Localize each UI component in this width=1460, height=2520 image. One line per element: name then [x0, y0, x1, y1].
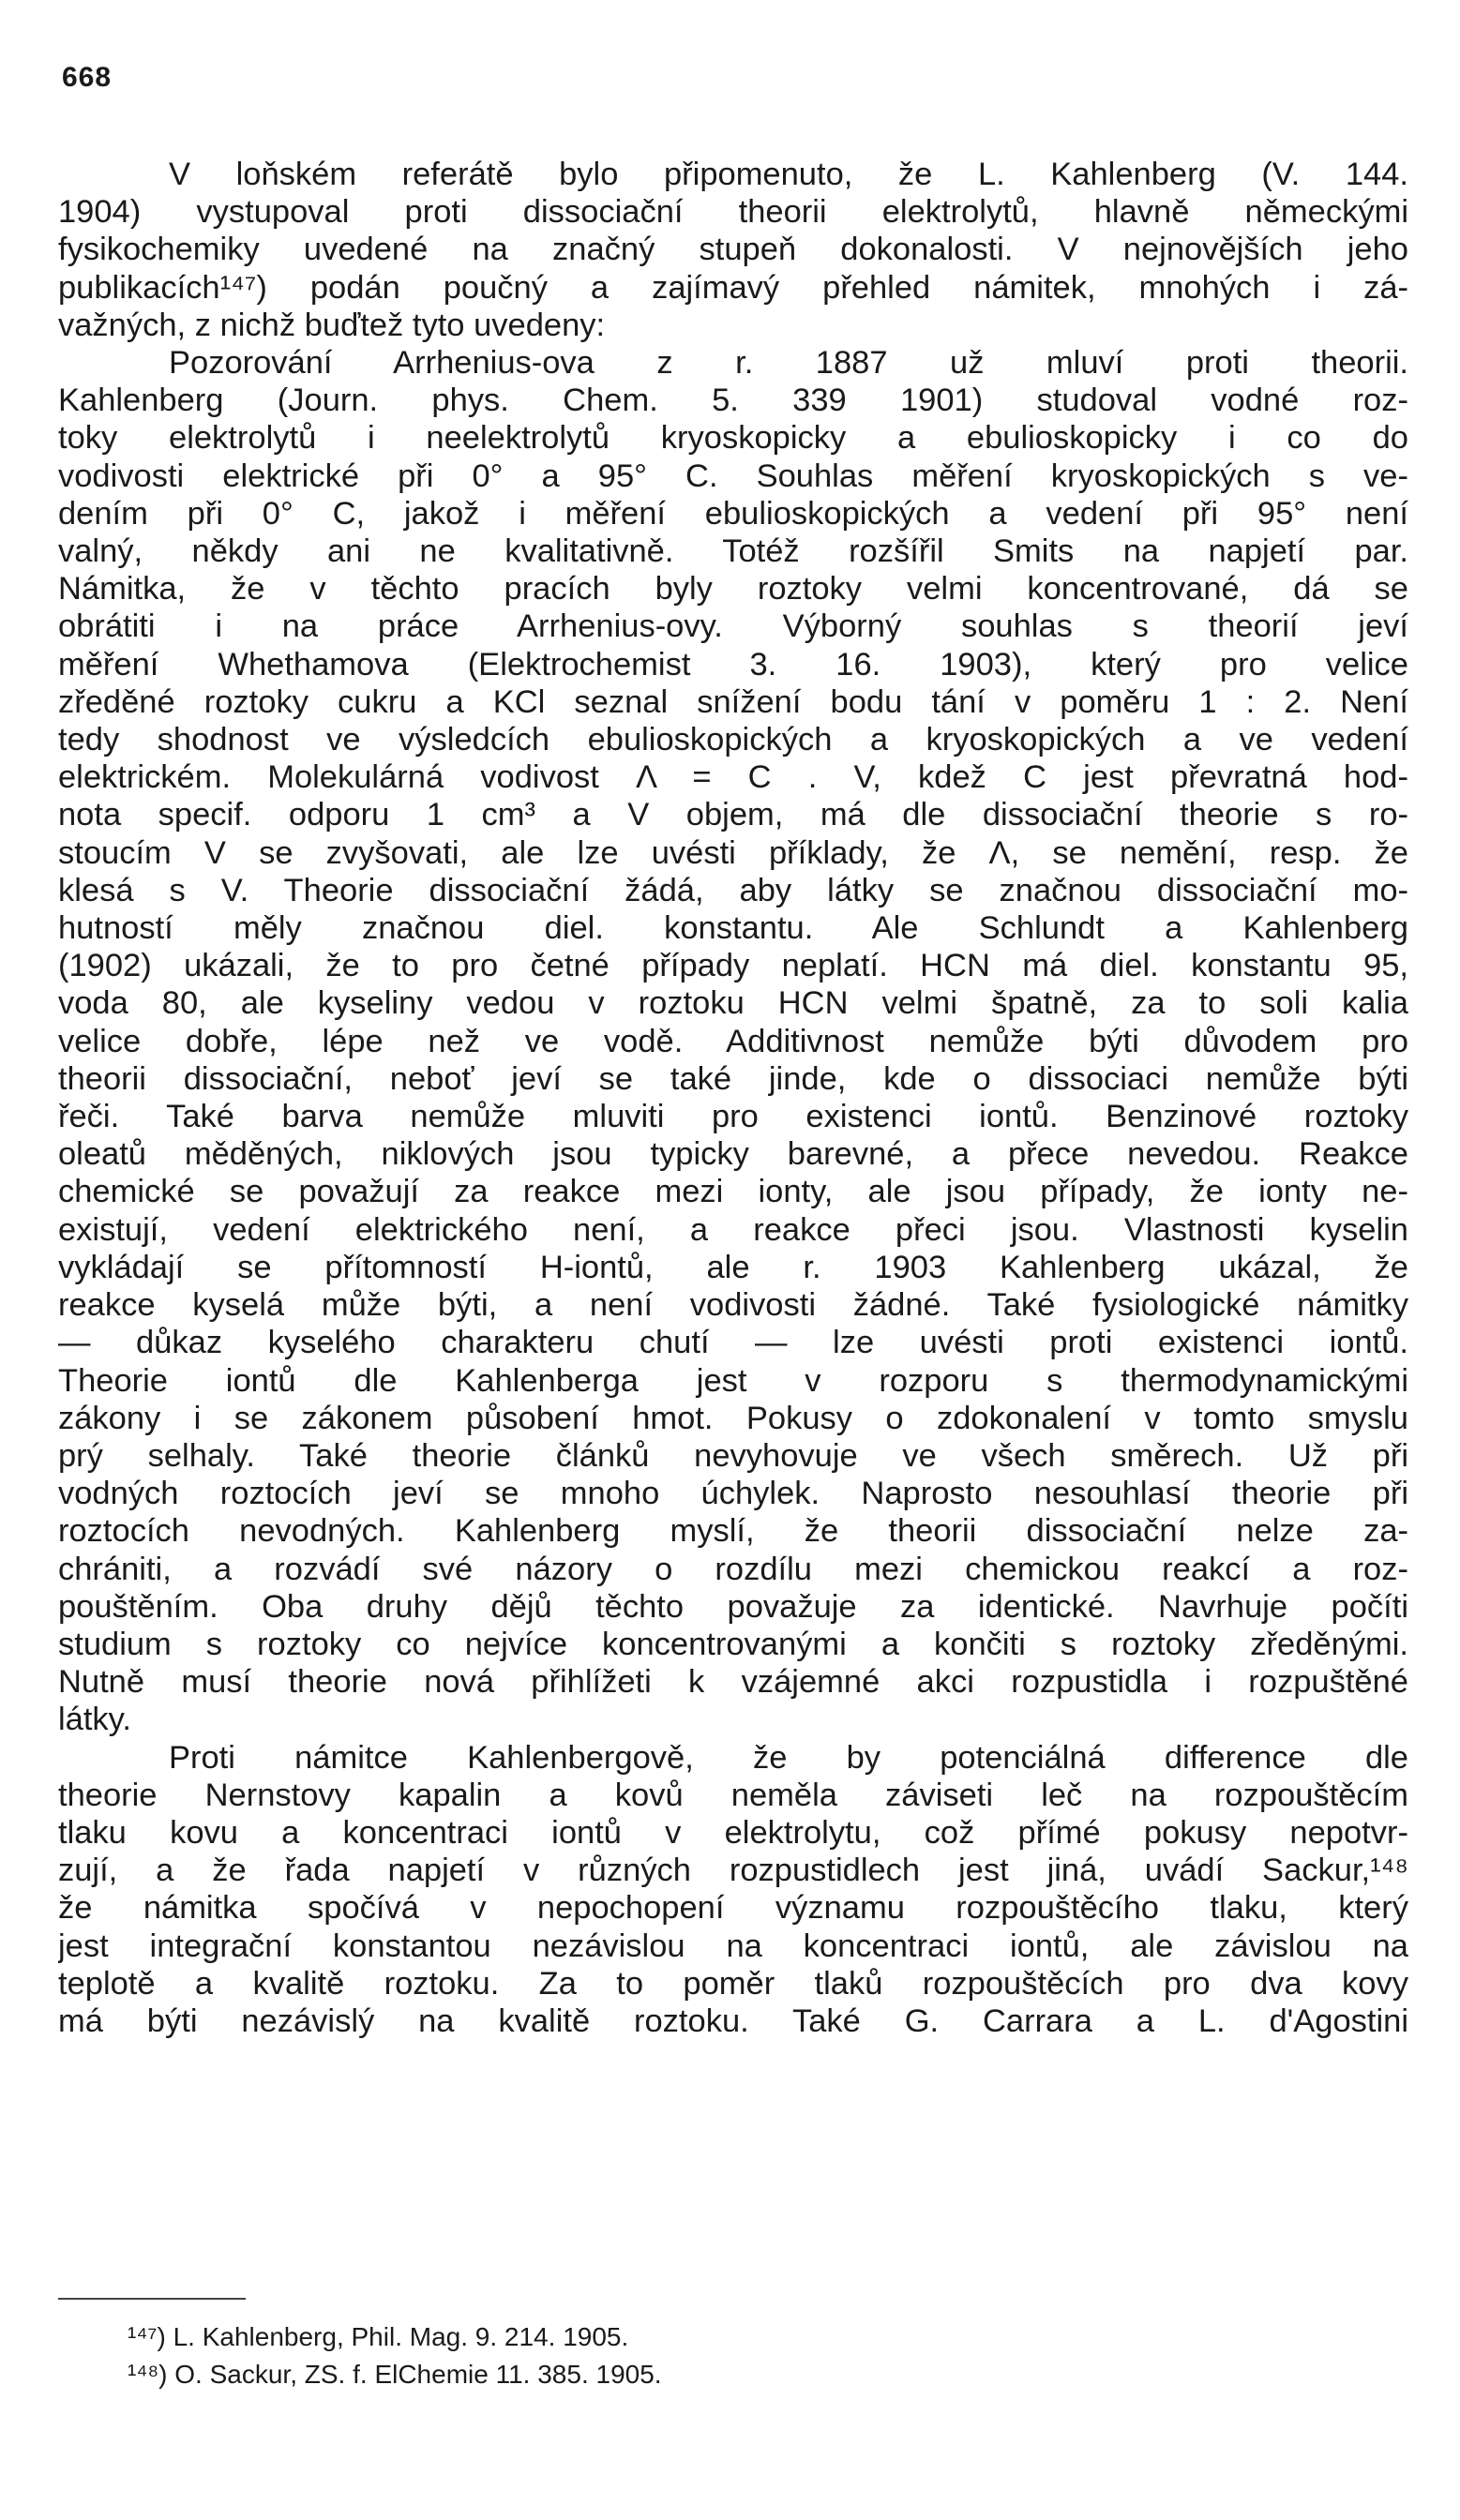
- text-line: theorie Nernstovy kapalin a kovů neměla záviseti leč na rozpouštěcím: [58, 1777, 1408, 1813]
- text-line: valný, někdy ani ne kvalitativně. Totéž rozšířil Smits na napjetí par.: [58, 533, 1408, 570]
- text-line: fysikochemiky uvedené na značný stupeň dokonalosti. V nejnovějších jeho: [58, 232, 1408, 268]
- text-line: tlaku kovu a koncentraci iontů v elektrolytu, což přímé pokusy nepotvr-: [58, 1814, 1408, 1851]
- text-line: (1902) ukázali, že to pro četné případy neplatí. HCN má diel. konstantu 95,: [58, 948, 1408, 984]
- text-line: reakce kyselá může býti, a není vodivosti žádné. Také fysiologické námitky: [58, 1287, 1408, 1324]
- text-line: vodných roztocích jeví se mnoho úchylek. Naprosto nesouhlasí theorie při: [58, 1476, 1408, 1512]
- text-line: Námitka, že v těchto pracích byly roztoky velmi koncentrované, dá se: [58, 571, 1408, 608]
- text-line: chemické se považují za reakce mezi ionty, ale jsou případy, že ionty ne-: [58, 1174, 1408, 1210]
- text-line: publikacích¹⁴⁷) podán poučný a zajímavý přehled námitek, mnohých i zá-: [58, 269, 1408, 306]
- text-line: teplotě a kvalitě roztoku. Za to poměr tlaků rozpouštěcích pro dva kovy: [58, 1965, 1408, 2002]
- text-line: velice dobře, lépe než ve vodě. Additivnost nemůže býti důvodem pro: [58, 1023, 1408, 1059]
- text-line: stoucím V se zvyšovati, ale lze uvésti příklady, že Λ, se nemění, resp. že: [58, 834, 1408, 871]
- text-line: V loňském referátě bylo připomenuto, že L. Kahlenberg (V. 144.: [169, 157, 1408, 192]
- footnote-148: ¹⁴⁸) O. Sackur, ZS. f. ElChemie 11. 385. 1905.: [128, 2360, 662, 2389]
- text-line: nota specif. odporu 1 cm³ a V objem, má dle dissociační theorie s ro-: [58, 797, 1408, 833]
- text-line: zředěné roztoky cukru a KCl seznal snížení bodu tání v poměru 1 : 2. Není: [58, 683, 1408, 720]
- footnotes: [128, 2318, 662, 2393]
- body-text: [58, 156, 1408, 2040]
- text-line: toky elektrolytů i neelektrolytů kryoskopicky a ebulioskopicky i co do: [58, 420, 1408, 457]
- text-line: zákony i se zákonem působení hmot. Pokusy o zdokonalení v tomto smyslu: [58, 1400, 1408, 1436]
- paragraph-3: [58, 1739, 1408, 2041]
- paragraph-2: [58, 344, 1408, 1739]
- footnote-147: ¹⁴⁷) L. Kahlenberg, Phil. Mag. 9. 214. 1905.: [128, 2322, 629, 2351]
- text-line: jest integrační konstantou nezávislou na koncentraci iontů, ale závislou na: [58, 1928, 1408, 1964]
- text-line: theorii dissociační, neboť jeví se také jinde, kde o dissociaci nemůže býti: [58, 1060, 1408, 1097]
- text-line: roztocích nevodných. Kahlenberg myslí, že theorii dissociační nelze za-: [58, 1513, 1408, 1550]
- text-line: Theorie iontů dle Kahlenberga jest v rozporu s thermodynamickými: [58, 1362, 1408, 1399]
- text-line: má býti nezávislý na kvalitě roztoku. Také G. Carrara a L. d'Agostini: [58, 2002, 1408, 2039]
- text-line: Kahlenberg (Journ. phys. Chem. 5. 339 1901) studoval vodné roz-: [58, 382, 1408, 419]
- text-line: vodivosti elektrické při 0° a 95° C. Souhlas měření kryoskopických s ve-: [58, 458, 1408, 494]
- text-line: látky.: [58, 1702, 131, 1738]
- text-line: — důkaz kyselého charakteru chutí — lze uvésti proti existenci iontů.: [58, 1325, 1408, 1361]
- text-line: Proti námitce Kahlenbergově, že by potenciálná difference dle: [169, 1739, 1408, 1776]
- text-line: studium s roztoky co nejvíce koncentrovanými a končiti s roztoky zředěnými.: [58, 1626, 1408, 1662]
- footnote-separator: [58, 2298, 246, 2300]
- text-line: chrániti, a rozvádí své názory o rozdílu mezi chemickou reakcí a roz-: [58, 1551, 1408, 1587]
- text-line: tedy shodnost ve výsledcích ebulioskopických a kryoskopických a ve vedení: [58, 722, 1408, 758]
- text-line: 1904) vystupoval proti dissociační theorii elektrolytů, hlavně německými: [58, 194, 1408, 231]
- text-line: Pozorování Arrhenius-ova z r. 1887 už mluví proti theorii.: [169, 345, 1408, 382]
- text-line: elektrickém. Molekulárná vodivost Λ = C . V, kdež C jest převratná hod-: [58, 759, 1408, 796]
- text-line: že námitka spočívá v nepochopení významu rozpouštěcího tlaku, který: [58, 1890, 1408, 1927]
- text-line: řeči. Také barva nemůže mluviti pro existenci iontů. Benzinové roztoky: [58, 1099, 1408, 1135]
- text-line: hutností měly značnou diel. konstantu. Ale Schlundt a Kahlenberg: [58, 910, 1408, 947]
- text-line: pouštěním. Oba druhy dějů těchto považuje za identické. Navrhuje počíti: [58, 1588, 1408, 1625]
- text-line: klesá s V. Theorie dissociační žádá, aby látky se značnou dissociační mo-: [58, 872, 1408, 908]
- text-line: měření Whethamova (Elektrochemist 3. 16. 1903), který pro velice: [58, 646, 1408, 682]
- text-line: vykládají se přítomností H-iontů, ale r. 1903 Kahlenberg ukázal, že: [58, 1249, 1408, 1285]
- text-line: obrátiti i na práce Arrhenius-ovy. Výborný souhlas s theorií jeví: [58, 608, 1408, 645]
- text-line: važných, z nichž buďtež tyto uvedeny:: [58, 307, 606, 343]
- text-line: voda 80, ale kyseliny vedou v roztoku HCN velmi špatně, za to soli kalia: [58, 985, 1408, 1022]
- text-line: zují, a že řada napjetí v různých rozpustidlech jest jiná, uvádí Sackur,¹⁴⁸: [58, 1852, 1408, 1889]
- text-line: oleatů měděných, niklových jsou typicky barevné, a přece nevedou. Reakce: [58, 1136, 1408, 1173]
- paragraph-1: [58, 156, 1408, 344]
- text-line: Nutně musí theorie nová přihlížeti k vzájemné akci rozpustidla i rozpuštěné: [58, 1664, 1408, 1701]
- text-line: dením při 0° C, jakož i měření ebulioskopických a vedení při 95° není: [58, 495, 1408, 532]
- text-line: existují, vedení elektrického není, a reakce přeci jsou. Vlastnosti kyselin: [58, 1211, 1408, 1248]
- text-line: prý selhaly. Také theorie článků nevyhovuje ve všech směrech. Už při: [58, 1437, 1408, 1474]
- page-number: 668: [62, 62, 113, 93]
